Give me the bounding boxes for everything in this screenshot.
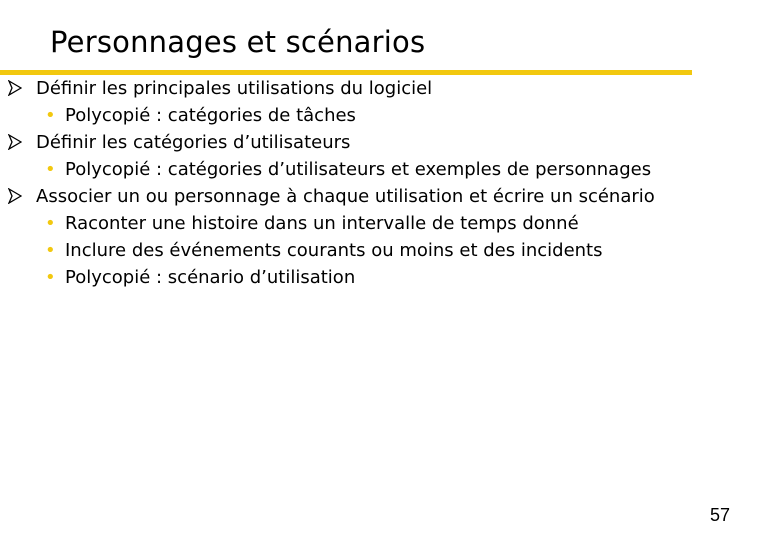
page-number: 57 [709, 505, 731, 525]
dot-bullet-icon: • [45, 159, 56, 180]
sub-bullet-item [0, 237, 760, 264]
dot-bullet-icon: • [45, 213, 56, 234]
arrow-bullet-icon [8, 134, 22, 150]
slide-title: Personnages et scénarios [50, 25, 426, 59]
dot-bullet-icon: • [45, 267, 56, 288]
sub-bullet-text: Polycopié : catégories d’utilisateurs et exemples de personnages [65, 159, 652, 180]
bullet-text: Associer un ou personnage à chaque utilisation et écrire un scénario [36, 186, 655, 207]
bullet-item [0, 129, 760, 156]
sub-bullet-item [0, 264, 760, 291]
sub-bullet-item [0, 210, 760, 237]
bullet-text: Définir les catégories d’utilisateurs [36, 132, 351, 153]
sub-bullet-text: Polycopié : scénario d’utilisation [65, 267, 356, 288]
dot-bullet-icon: • [45, 240, 56, 261]
sub-bullet-text: Raconter une histoire dans un intervalle de temps donné [65, 213, 579, 234]
bullet-list [0, 75, 760, 291]
bullet-text: Définir les principales utilisations du logiciel [36, 78, 433, 99]
sub-bullet-text: Polycopié : catégories de tâches [65, 105, 356, 126]
bullet-item [0, 75, 760, 102]
sub-bullet-text: Inclure des événements courants ou moins et des incidents [65, 240, 603, 261]
sub-bullet-item [0, 102, 760, 129]
arrow-bullet-icon [8, 188, 22, 204]
sub-bullet-item [0, 156, 760, 183]
bullet-item [0, 183, 760, 210]
arrow-bullet-icon [8, 80, 22, 96]
dot-bullet-icon: • [45, 105, 56, 126]
